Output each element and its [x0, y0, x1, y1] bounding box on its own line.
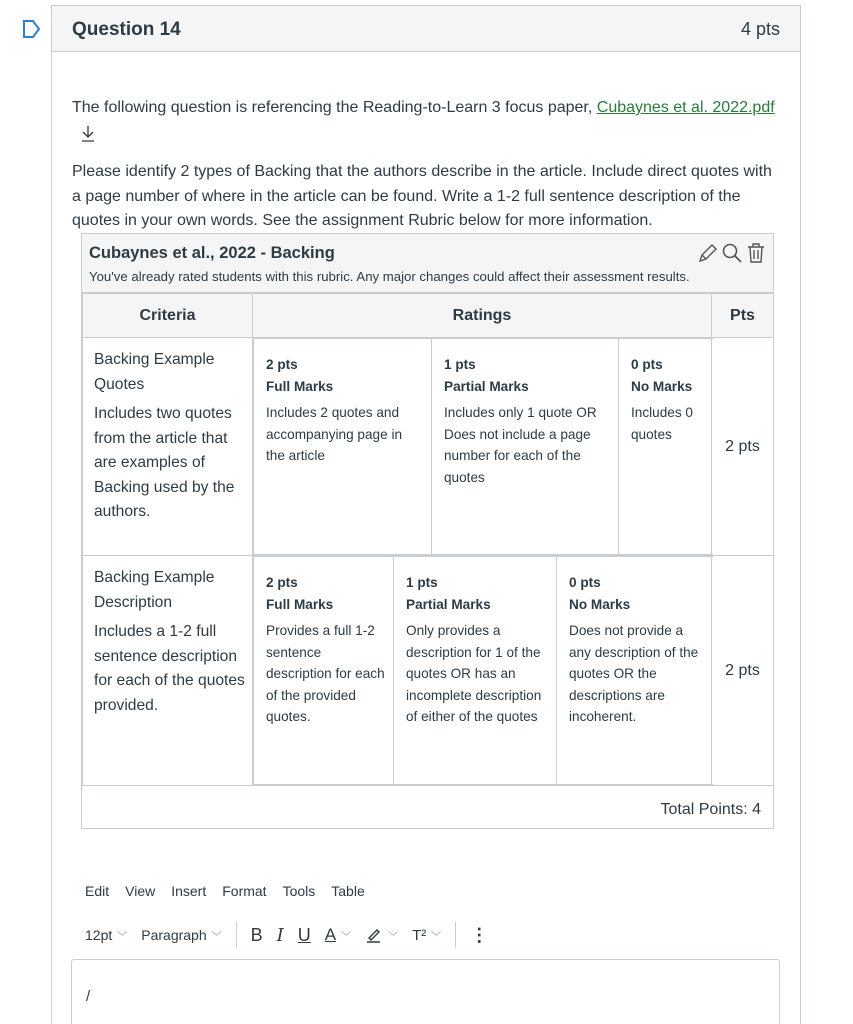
- rating-points: 0 pts: [631, 357, 663, 372]
- rating-description: Does not provide a any description of the quotes OR the descriptions are incoherent.: [569, 623, 699, 724]
- rating-option[interactable]: [254, 339, 432, 555]
- rating-points: 2 pts: [266, 575, 298, 590]
- toolbar-divider: [455, 922, 456, 948]
- search-icon[interactable]: [721, 242, 743, 264]
- rating-description: Includes 0 quotes: [631, 405, 693, 442]
- toolbar-divider: [236, 922, 237, 948]
- rating-points: 2 pts: [266, 357, 298, 372]
- criterion-points: 2 pts: [712, 556, 774, 786]
- text-color-icon: A: [324, 925, 337, 944]
- menu-table[interactable]: Table: [331, 883, 365, 899]
- rating-description: Only provides a description for 1 of the quotes OR has an incomplete description of either of the quotes: [406, 623, 542, 724]
- rubric-row: [83, 338, 774, 556]
- flag-question-icon[interactable]: [22, 19, 42, 39]
- rubric-note: You've already rated students with this rubric. Any major changes could affect their assessment results.: [89, 269, 690, 284]
- total-points: Total Points: 4: [660, 801, 761, 818]
- intro-text: The following question is referencing the Reading-to-Learn 3 focus paper,: [72, 99, 597, 116]
- bold-button[interactable]: [251, 925, 263, 946]
- superscript-button[interactable]: [412, 927, 441, 944]
- chevron-down-icon: ﹀: [388, 931, 399, 943]
- answer-editor[interactable]: [71, 959, 780, 1024]
- menu-view[interactable]: View: [125, 883, 156, 899]
- more-button[interactable]: [470, 925, 488, 946]
- criterion-title: Backing Example Description: [94, 569, 215, 611]
- question-prompt: Please identify 2 types of Backing that the authors describe in the article. Include direct quotes with a page number of where in the article can be found. Write a 1-2 full sentence description of the quotes in your own words. See the assignment Rubric below for more information.: [72, 163, 772, 229]
- rating-label: Full Marks: [266, 596, 334, 612]
- question-card: [51, 5, 801, 1024]
- underline-icon: U: [297, 924, 311, 945]
- rating-option[interactable]: [619, 339, 713, 555]
- rubric-table: [82, 293, 774, 786]
- question-points: 4 pts: [740, 19, 780, 39]
- rubric-tools: [697, 242, 767, 264]
- bold-icon: B: [250, 924, 263, 945]
- italic-button[interactable]: [277, 925, 284, 946]
- menu-edit[interactable]: Edit: [85, 883, 110, 899]
- editor-toolbar: [85, 921, 502, 949]
- text-color-button[interactable]: [325, 925, 351, 945]
- file-link[interactable]: Cubaynes et al. 2022.pdf: [596, 99, 775, 116]
- trash-icon[interactable]: [745, 242, 767, 264]
- rubric: [81, 233, 774, 829]
- ratings-header: Ratings: [253, 294, 712, 338]
- criterion-cell: [83, 556, 253, 786]
- editor-content: /: [86, 988, 91, 1005]
- rubric-total: [82, 790, 773, 828]
- menu-format[interactable]: Format: [222, 883, 267, 899]
- rubric-title: Cubaynes et al., 2022 - Backing: [89, 244, 335, 262]
- rating-option[interactable]: [557, 557, 713, 785]
- criterion-description: Includes two quotes from the article that are examples of Backing used by the authors.: [94, 405, 235, 520]
- criterion-title: Backing Example Quotes: [94, 351, 215, 393]
- rating-option[interactable]: [432, 339, 619, 555]
- criterion-points: 2 pts: [712, 338, 774, 556]
- pts-header: Pts: [712, 294, 774, 338]
- block-format-value: Paragraph: [141, 927, 207, 943]
- chevron-down-icon: ﹀: [341, 931, 352, 943]
- menu-insert[interactable]: Insert: [171, 883, 207, 899]
- rating-label: No Marks: [569, 596, 631, 612]
- question-intro: [72, 95, 782, 120]
- underline-button[interactable]: [298, 925, 311, 946]
- rubric-header-row: [83, 294, 774, 338]
- block-format-select[interactable]: [141, 927, 221, 943]
- rubric-header: [82, 234, 773, 293]
- rating-label: Partial Marks: [406, 596, 491, 612]
- question-title: Question 14: [72, 19, 181, 40]
- criterion-description: Includes a 1-2 full sentence description for each of the quotes provided.: [94, 623, 245, 714]
- download-icon[interactable]: [80, 125, 96, 143]
- more-icon: ⋮: [470, 924, 489, 945]
- rating-label: No Marks: [631, 378, 693, 394]
- rating-label: Partial Marks: [444, 378, 529, 394]
- question-header: [52, 6, 800, 52]
- italic-icon: I: [276, 924, 284, 946]
- editor-menubar: [85, 883, 365, 899]
- rating-points: 1 pts: [444, 357, 476, 372]
- criteria-header: Criteria: [83, 294, 253, 338]
- rating-label: Full Marks: [266, 378, 334, 394]
- criterion-cell: [83, 338, 253, 556]
- ratings-cell: [253, 556, 712, 786]
- rubric-row: [83, 556, 774, 786]
- rating-description: Includes only 1 quote OR Does not include a page number for each of the quotes: [444, 405, 597, 485]
- ratings-cell: [253, 338, 712, 556]
- highlight-icon: [365, 927, 383, 943]
- superscript-icon: T²: [412, 926, 427, 944]
- chevron-down-icon: ﹀: [211, 931, 222, 943]
- rating-description: Provides a full 1-2 sentence description for each of the provided quotes.: [266, 623, 385, 724]
- edit-icon[interactable]: [697, 242, 719, 264]
- rating-description: Includes 2 quotes and accompanying page in the article: [266, 405, 403, 463]
- chevron-down-icon: ﹀: [431, 931, 442, 943]
- font-size-value: 12pt: [85, 927, 113, 943]
- chevron-down-icon: ﹀: [117, 931, 128, 943]
- menu-tools[interactable]: Tools: [282, 883, 316, 899]
- rating-points: 0 pts: [569, 575, 601, 590]
- rating-option[interactable]: [254, 557, 394, 785]
- font-size-select[interactable]: [85, 927, 127, 943]
- rating-option[interactable]: [394, 557, 557, 785]
- rating-points: 1 pts: [406, 575, 438, 590]
- highlight-button[interactable]: [365, 927, 398, 943]
